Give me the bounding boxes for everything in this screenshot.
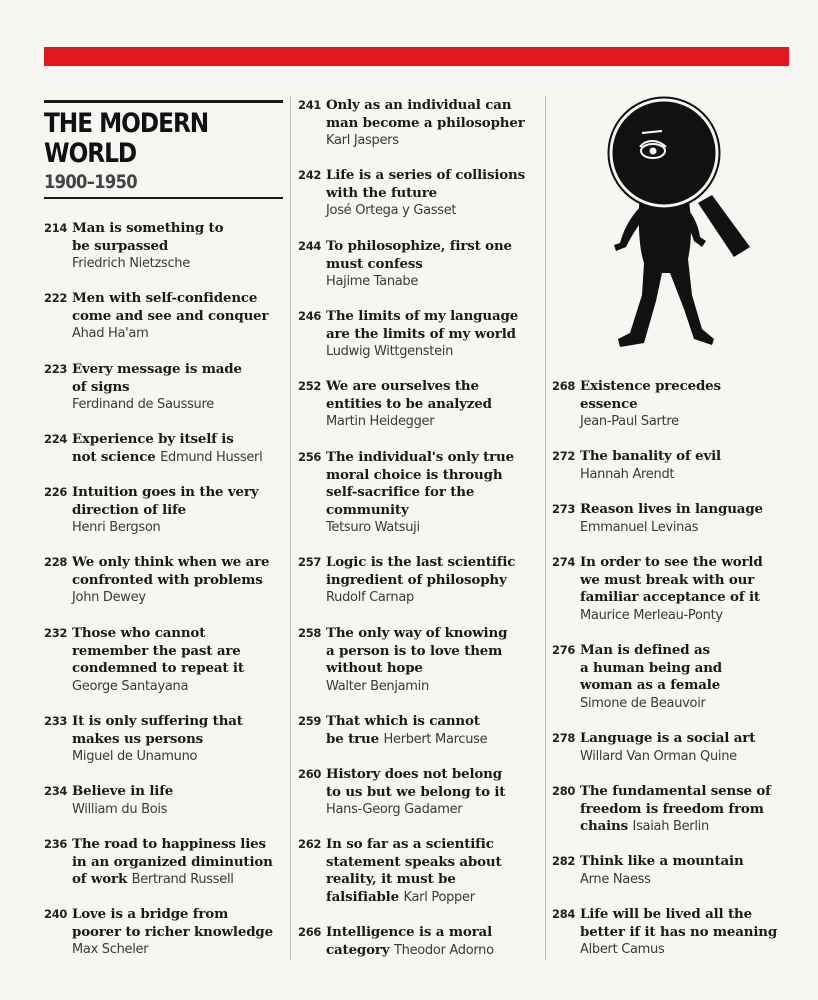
contents-entry[interactable] [44,431,289,466]
quote-line [326,238,544,256]
page-number: 259 [298,714,322,728]
author-name: Ferdinand de Saussure [72,397,214,413]
page-number: 228 [44,555,68,569]
entry-body [72,484,289,537]
quote-text: Men with self-confidence [72,290,258,306]
page-number: 242 [298,168,322,182]
quote-text: Only as an individual can [326,97,512,113]
quote-line [72,290,289,308]
entry-body [326,238,544,291]
section-heading [44,100,283,199]
author-name: Friedrich Nietzsche [72,256,190,272]
entry-body [72,361,289,414]
contents-entry[interactable] [298,308,544,361]
contents-entry[interactable] [44,713,289,766]
contents-entry[interactable] [552,853,802,888]
contents-entry[interactable] [44,290,289,343]
quote-line [326,167,544,185]
quote-text: in an organized diminution [72,853,273,870]
quote-line [326,97,544,115]
page-number: 268 [552,379,576,393]
quote-line [326,924,544,942]
author-name: Karl Popper [403,889,475,905]
quote-text: come and see and conquer [72,307,269,324]
contents-entry[interactable] [44,554,289,607]
quote-text: History does not belong [326,766,502,782]
quote-text: Man is something to [72,220,224,236]
page-number: 284 [552,907,576,921]
quote-text: must confess [326,255,423,272]
contents-entry[interactable] [298,238,544,291]
quote-text: are the limits of my world [326,325,516,342]
quote-line [72,361,289,379]
quote-line [72,502,289,520]
quote-text: Language is a social art [580,730,756,746]
quote-text: Believe in life [72,783,174,799]
quote-text: Man is defined as [580,642,710,658]
quote-text: community [326,501,409,518]
page-number: 272 [552,449,576,463]
page-number: 252 [298,379,322,393]
page-number: 234 [44,784,68,798]
quote-text: better if it has no meaning [580,923,778,940]
quote-text: a human being and [580,659,723,676]
quote-text: freedom is freedom from [580,800,764,817]
contents-entry[interactable] [552,501,802,536]
page-number: 223 [44,362,68,376]
quote-line [72,924,289,942]
author-name: Theodor Adorno [393,942,494,958]
quote-text: to us but we belong to it [326,783,506,800]
quote-text: familiar acceptance of it [580,589,760,606]
contents-entry[interactable] [552,783,802,836]
entry-body [326,713,544,748]
quote-text: The only way of knowing [326,625,508,641]
quote-line [580,660,802,678]
quote-line [326,660,544,678]
author-name: Arne Naess [580,871,651,887]
quote-line [72,220,289,238]
quote-text: Love is a bridge from [72,906,229,922]
quote-line [72,554,289,572]
entry-body [72,836,289,889]
contents-entry[interactable] [552,906,802,959]
quote-line [72,449,289,467]
quote-text: The fundamental sense of [580,783,771,799]
quote-text: self-sacrifice for the [326,484,475,501]
quote-line [72,431,289,449]
entry-body [72,290,289,343]
author-name: Hans-Georg Gadamer [326,802,463,818]
quote-line [580,801,802,819]
entry-body [580,448,802,483]
page-number: 262 [298,837,322,851]
page-number: 258 [298,626,322,640]
quote-line [72,572,289,590]
quote-line [326,326,544,344]
quote-text: makes us persons [72,730,204,747]
quote-text: chains [580,818,629,835]
author-name: Jean-Paul Sartre [580,414,679,430]
page-number: 257 [298,555,322,569]
contents-entry[interactable] [298,924,544,959]
quote-line [580,677,802,695]
author-name: Karl Jaspers [326,133,399,149]
author-name: George Santayana [72,678,189,694]
quote-text: Intelligence is a moral [326,924,493,940]
contents-entry[interactable] [44,625,289,695]
author-name: Ludwig Wittgenstein [326,344,454,360]
author-name: Simone de Beauvoir [580,695,706,711]
quote-text: poorer to richer knowledge [72,923,273,940]
quote-line [326,942,544,960]
quote-line [326,308,544,326]
contents-entry[interactable] [44,906,289,959]
page-number: 256 [298,450,322,464]
author-name: Maurice Merleau-Ponty [580,607,723,623]
author-name: Henri Bergson [72,520,161,536]
entry-body [326,554,544,607]
entry-body [580,906,802,959]
quote-line [72,625,289,643]
quote-line [326,502,544,520]
quote-line [580,924,802,942]
quote-text: confronted with problems [72,571,263,588]
page-number: 226 [44,485,68,499]
quote-line [72,308,289,326]
page-number: 233 [44,714,68,728]
entry-body [326,924,544,959]
quote-text: That which is cannot [326,713,480,729]
quote-text: woman as a female [580,677,721,694]
quote-text: reality, it must be [326,871,456,888]
walking-figure-with-magnifying-glass-icon [600,95,760,355]
page-number: 278 [552,731,576,745]
page-number: 266 [298,925,322,939]
quote-line [326,854,544,872]
quote-text: be true [326,730,379,747]
entry-body [72,554,289,607]
quote-text: Experience by itself is [72,431,234,447]
contents-entry[interactable] [44,484,289,537]
quote-line [326,766,544,784]
quote-text: The road to happiness lies [72,836,266,852]
quote-text: In so far as a scientific [326,836,494,852]
quote-text: a person is to love them [326,642,503,659]
page-number: 214 [44,221,68,235]
quote-line [326,643,544,661]
author-name: Hannah Arendt [580,466,675,482]
entry-body [580,853,802,888]
quote-text: without hope [326,660,423,677]
contents-entry[interactable] [552,378,802,431]
page-number: 236 [44,837,68,851]
page-number: 282 [552,854,576,868]
entry-body [326,766,544,819]
quote-line [72,660,289,678]
quote-line [326,396,544,414]
quote-line [580,906,802,924]
quote-text: of signs [72,378,130,395]
quote-text: statement speaks about [326,853,502,870]
quote-text: Existence precedes [580,378,721,394]
quote-text: not science [72,448,156,465]
quote-text: It is only suffering that [72,713,243,729]
quote-line [72,836,289,854]
entry-body [326,167,544,220]
contents-entry[interactable] [298,836,544,906]
contents-entry[interactable] [298,625,544,695]
quote-line [580,378,802,396]
contents-entry[interactable] [552,448,802,483]
quote-line [326,713,544,731]
quote-line [326,449,544,467]
quote-line [580,853,802,871]
quote-line [72,854,289,872]
author-name: Rudolf Carnap [326,590,414,606]
red-header-bar [44,47,789,66]
quote-text: Those who cannot [72,625,206,641]
quote-text: essence [580,395,638,412]
entry-body [326,378,544,431]
entry-body [72,625,289,695]
quote-text: To philosophize, first one [326,238,512,254]
contents-entry[interactable] [298,713,544,748]
quote-line [72,731,289,749]
quote-line [580,818,802,836]
author-name: Willard Van Orman Quine [580,748,737,764]
quote-text: Life will be lived all the [580,906,752,922]
quote-text: falsifiable [326,888,399,905]
quote-text: remember the past are [72,642,241,659]
quote-text: The limits of my language [326,308,519,324]
page-number: 280 [552,784,576,798]
quote-line [72,906,289,924]
quote-line [326,784,544,802]
quote-line [580,730,802,748]
contents-entry[interactable] [552,730,802,765]
author-name: Hajime Tanabe [326,274,419,290]
section-dates: 1900–1950 [44,171,137,193]
quote-line [326,889,544,907]
quote-text: Every message is made [72,361,242,377]
entry-body [580,642,802,712]
quote-line [72,713,289,731]
quote-text: with the future [326,184,438,201]
quote-line [580,589,802,607]
quote-text: entities to be analyzed [326,395,492,412]
quote-line [580,448,802,466]
quote-text: moral choice is through [326,466,503,483]
author-name: John Dewey [72,590,146,606]
entry-body [326,625,544,695]
contents-entry[interactable] [298,449,544,537]
quote-line [326,554,544,572]
entry-body [326,836,544,906]
quote-line [326,484,544,502]
quote-line [326,185,544,203]
page-number: 274 [552,555,576,569]
entry-body [326,449,544,537]
quote-text: We are ourselves the [326,378,479,394]
author-name: Tetsuro Watsuji [326,520,420,536]
quote-line [326,378,544,396]
quote-line [580,572,802,590]
contents-entry[interactable] [552,554,802,624]
quote-text: Logic is the last scientific [326,554,516,570]
quote-text: Life is a series of collisions [326,167,526,183]
entry-body [72,220,289,273]
quote-line [72,871,289,889]
quote-text: direction of life [72,501,187,518]
page-number: 273 [552,502,576,516]
column-divider [545,96,546,960]
entry-body [72,431,289,466]
quote-text: we must break with our [580,571,755,588]
contents-entry[interactable] [298,766,544,819]
quote-text: In order to see the world [580,554,763,570]
entry-body [326,97,544,150]
entry-body [580,730,802,765]
quote-line [72,643,289,661]
contents-entry[interactable] [44,783,289,818]
quote-line [580,642,802,660]
column-divider [290,96,291,960]
author-name: Miguel de Unamuno [72,749,198,765]
entry-body [580,783,802,836]
entry-body [72,783,289,818]
contents-entry[interactable] [44,361,289,414]
quote-text: Intuition goes in the very [72,484,259,500]
quote-line [326,572,544,590]
page-number: 276 [552,643,576,657]
page-number: 224 [44,432,68,446]
contents-entry[interactable] [298,167,544,220]
quote-text: condemned to repeat it [72,660,244,677]
author-name: Walter Benjamin [326,678,429,694]
author-name: William du Bois [72,801,168,817]
author-name: Isaiah Berlin [632,819,709,835]
contents-entry[interactable] [552,642,802,712]
quote-line [326,467,544,485]
quote-text: category [326,941,390,958]
entry-body [72,906,289,959]
quote-text: man become a philosopher [326,114,525,131]
quote-line [326,625,544,643]
entry-body [72,713,289,766]
page-number: 246 [298,309,322,323]
quote-line [326,256,544,274]
author-name: Herbert Marcuse [383,731,488,747]
page-number: 241 [298,98,322,112]
section-title: THE MODERN WORLD [44,108,209,169]
quote-line [580,501,802,519]
contents-entry[interactable] [298,554,544,607]
quote-text: ingredient of philosophy [326,571,507,588]
contents-entry[interactable] [298,97,544,150]
quote-line [326,836,544,854]
quote-text: The individual's only true [326,449,514,465]
page-number: 244 [298,239,322,253]
page-number: 240 [44,907,68,921]
entry-body [326,308,544,361]
entry-body [580,501,802,536]
page-number: 260 [298,767,322,781]
quote-line [580,554,802,572]
entry-body [580,554,802,624]
page-number: 222 [44,291,68,305]
contents-entry[interactable] [44,220,289,273]
author-name: Edmund Husserl [160,449,263,465]
quote-text: of work [72,871,128,888]
quote-text: Think like a mountain [580,853,744,869]
author-name: José Ortega y Gasset [326,203,457,219]
author-name: Ahad Ha'am [72,326,149,342]
author-name: Albert Camus [580,942,665,958]
entry-body [580,378,802,431]
quote-line [326,731,544,749]
author-name: Emmanuel Levinas [580,519,699,535]
author-name: Bertrand Russell [131,872,234,888]
author-name: Max Scheler [72,942,149,958]
quote-line [580,396,802,414]
quote-text: be surpassed [72,237,169,254]
quote-line [580,783,802,801]
quote-text: Reason lives in language [580,501,763,517]
quote-line [72,783,289,801]
quote-text: The banality of evil [580,448,721,464]
contents-entry[interactable] [298,378,544,431]
quote-line [326,115,544,133]
quote-text: We only think when we are [72,554,270,570]
quote-line [72,484,289,502]
page-number: 232 [44,626,68,640]
quote-line [72,379,289,397]
author-name: Martin Heidegger [326,414,435,430]
quote-line [72,238,289,256]
contents-entry[interactable] [44,836,289,889]
quote-line [326,871,544,889]
